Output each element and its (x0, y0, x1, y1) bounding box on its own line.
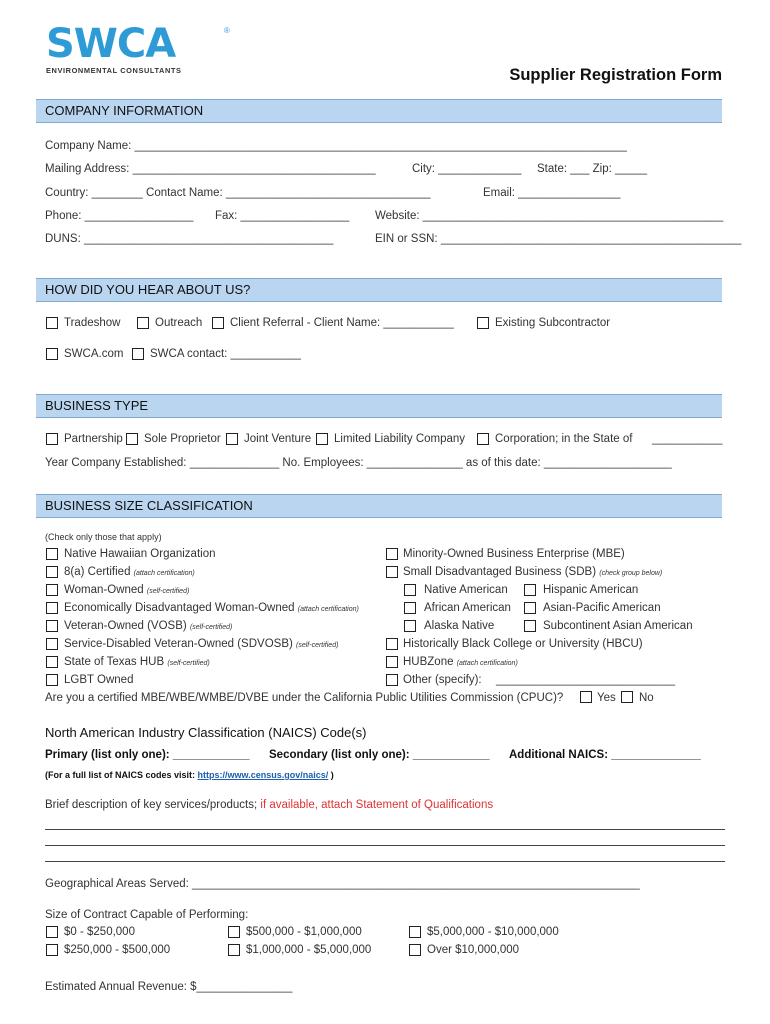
duns-field[interactable]: DUNS: _______________________________________ (45, 233, 334, 245)
census-naics-link[interactable]: https://www.census.gov/naics/ (197, 770, 329, 780)
native-american-label: Native American (424, 584, 508, 596)
other-label: Other (specify): (403, 674, 482, 686)
mailing-address-field[interactable]: Mailing Address: ______________________________________ (45, 163, 376, 175)
cpuc-no-checkbox[interactable] (621, 691, 633, 703)
existing-subcontractor-label: Existing Subcontractor (495, 317, 611, 329)
partnership-label: Partnership (64, 433, 123, 445)
swca-com-label: SWCA.com (64, 348, 124, 360)
description-label: Brief description of key services/products; if available, attach Statement of Qualifications (45, 799, 494, 811)
size-class-checkbox[interactable] (46, 656, 58, 668)
alaska-native-label: Alaska Native (424, 620, 495, 632)
cpuc-yes-checkbox[interactable] (580, 691, 592, 703)
size-class-checkbox[interactable] (46, 584, 58, 596)
naics-heading: North American Industry Classification (NAICS) Code(s) (45, 725, 367, 740)
contract-500k-1m-checkbox[interactable] (228, 926, 240, 938)
size-class-checkbox[interactable] (46, 638, 58, 650)
contract-0-250k-checkbox[interactable] (46, 926, 58, 938)
swca-contact-label: SWCA contact: ___________ (150, 348, 301, 360)
primary-naics-field[interactable]: Primary (list only one): ____________ (45, 749, 250, 761)
hispanic-american-label: Hispanic American (543, 584, 639, 596)
swca-contact-checkbox[interactable] (132, 348, 144, 360)
registered-mark: ® (224, 26, 230, 35)
llc-checkbox[interactable] (316, 433, 328, 445)
hubzone-label: HUBZone (attach certification) (403, 656, 518, 668)
tradeshow-label: Tradeshow (64, 317, 121, 329)
check-note: (Check only those that apply) (45, 532, 162, 542)
state-zip-field[interactable]: State: ___ Zip: _____ (537, 163, 647, 175)
company-name-field[interactable]: Company Name: _____________________________________________________________________________ (45, 140, 627, 152)
size-class-label: Service-Disabled Veteran-Owned (SDVOSB) (self-certified) (64, 638, 339, 650)
asian-pacific-checkbox[interactable] (524, 602, 536, 614)
alaska-native-checkbox[interactable] (404, 620, 416, 632)
email-field[interactable]: Email: ________________ (483, 187, 621, 199)
size-class-label: State of Texas HUB (self-certified) (64, 656, 210, 668)
existing-subcontractor-checkbox[interactable] (477, 317, 489, 329)
size-class-checkbox[interactable] (46, 566, 58, 578)
native-american-checkbox[interactable] (404, 584, 416, 596)
size-class-label: LGBT Owned (64, 674, 134, 686)
other-specify-field[interactable]: ____________________________ (496, 674, 676, 686)
size-class-label: Woman-Owned (self-certified) (64, 584, 190, 596)
year-employees-field[interactable]: Year Company Established: ______________ No. Employees: _______________ as of this date: ____________________ (45, 457, 672, 469)
description-line-2[interactable] (45, 845, 725, 846)
cpuc-question: Are you a certified MBE/WBE/WMBE/DVBE under the California Public Utilities Commission (CPUC)? (45, 692, 564, 704)
joint-venture-checkbox[interactable] (226, 433, 238, 445)
fax-field[interactable]: Fax: _________________ (215, 210, 350, 222)
additional-naics-field[interactable]: Additional NAICS: ______________ (509, 749, 701, 761)
logo-wordmark: SWCA (46, 21, 176, 67)
hbcu-checkbox[interactable] (386, 638, 398, 650)
outreach-label: Outreach (155, 317, 203, 329)
contract-over-10m-checkbox[interactable] (409, 944, 421, 956)
contract-5m-10m-label: $5,000,000 - $10,000,000 (427, 926, 559, 938)
subcontinent-asian-label: Subcontinent Asian American (543, 620, 693, 632)
african-american-checkbox[interactable] (404, 602, 416, 614)
tradeshow-checkbox[interactable] (46, 317, 58, 329)
hispanic-american-checkbox[interactable] (524, 584, 536, 596)
size-class-label: Native Hawaiian Organization (64, 548, 216, 560)
contract-over-10m-label: Over $10,000,000 (427, 944, 520, 956)
geographical-areas-field[interactable]: Geographical Areas Served: ______________________________________________________________________ (45, 878, 640, 890)
cpuc-yes-label: Yes (597, 692, 616, 704)
outreach-checkbox[interactable] (137, 317, 149, 329)
contract-500k-1m-label: $500,000 - $1,000,000 (246, 926, 362, 938)
mbe-label: Minority-Owned Business Enterprise (MBE) (403, 548, 625, 560)
subcontinent-asian-checkbox[interactable] (524, 620, 536, 632)
other-checkbox[interactable] (386, 674, 398, 686)
corporation-state-field[interactable]: ___________ (652, 433, 723, 445)
contract-250k-500k-label: $250,000 - $500,000 (64, 944, 171, 956)
mbe-checkbox[interactable] (386, 548, 398, 560)
description-line-1[interactable] (45, 829, 725, 830)
hbcu-label: Historically Black College or University (HBCU) (403, 638, 643, 650)
phone-field[interactable]: Phone: _________________ (45, 210, 194, 222)
secondary-naics-field[interactable]: Secondary (list only one): ____________ (269, 749, 490, 761)
swca-logo (46, 21, 230, 75)
sdb-label: Small Disadvantaged Business (SDB) (check group below) (403, 566, 663, 578)
joint-venture-label: Joint Venture (244, 433, 312, 445)
corporation-checkbox[interactable] (477, 433, 489, 445)
sole-proprietor-label: Sole Proprietor (144, 433, 221, 445)
client-referral-checkbox[interactable] (212, 317, 224, 329)
cpuc-no-label: No (639, 692, 654, 704)
corporation-label: Corporation; in the State of (495, 433, 633, 445)
sole-proprietor-checkbox[interactable] (126, 433, 138, 445)
contract-0-250k-label: $0 - $250,000 (64, 926, 135, 938)
country-contact-field[interactable]: Country: ________ Contact Name: ________________________________ (45, 187, 431, 199)
logo-subtitle: ENVIRONMENTAL CONSULTANTS (46, 66, 182, 75)
client-referral-label: Client Referral - Client Name: ___________ (230, 317, 454, 329)
naics-note: (For a full list of NAICS codes visit: https://www.census.gov/naics/ ) (45, 770, 334, 780)
sdb-checkbox[interactable] (386, 566, 398, 578)
swca-com-checkbox[interactable] (46, 348, 58, 360)
size-class-checkbox[interactable] (46, 548, 58, 560)
section-business-type: BUSINESS TYPE (36, 394, 722, 418)
size-class-label: Economically Disadvantaged Woman-Owned (attach certification) (64, 602, 359, 614)
annual-revenue-field[interactable]: Estimated Annual Revenue: $_______________ (45, 981, 293, 993)
section-business-size: BUSINESS SIZE CLASSIFICATION (36, 494, 722, 518)
contract-250k-500k-checkbox[interactable] (46, 944, 58, 956)
section-company-info: COMPANY INFORMATION (36, 99, 722, 123)
size-class-label: Veteran-Owned (VOSB) (self-certified) (64, 620, 233, 632)
ein-field[interactable]: EIN or SSN: _______________________________________________ (375, 233, 742, 245)
llc-label: Limited Liability Company (334, 433, 466, 445)
description-line-3[interactable] (45, 861, 725, 862)
size-class-checkbox[interactable] (46, 620, 58, 632)
size-class-label: 8(a) Certified (attach certification) (64, 566, 195, 578)
asian-pacific-label: Asian-Pacific American (543, 602, 661, 614)
african-american-label: African American (424, 602, 511, 614)
form-title: Supplier Registration Form (509, 66, 722, 84)
contract-1m-5m-label: $1,000,000 - $5,000,000 (246, 944, 372, 956)
hubzone-checkbox[interactable] (386, 656, 398, 668)
contract-1m-5m-checkbox[interactable] (228, 944, 240, 956)
website-field[interactable]: Website: _______________________________________________ (375, 210, 724, 222)
size-class-checkbox[interactable] (46, 674, 58, 686)
city-field[interactable]: City: _____________ (412, 163, 522, 175)
partnership-checkbox[interactable] (46, 433, 58, 445)
size-class-checkbox[interactable] (46, 602, 58, 614)
contract-5m-10m-checkbox[interactable] (409, 926, 421, 938)
contract-size-label: Size of Contract Capable of Performing: (45, 909, 249, 921)
section-how-heard: HOW DID YOU HEAR ABOUT US? (36, 278, 722, 302)
